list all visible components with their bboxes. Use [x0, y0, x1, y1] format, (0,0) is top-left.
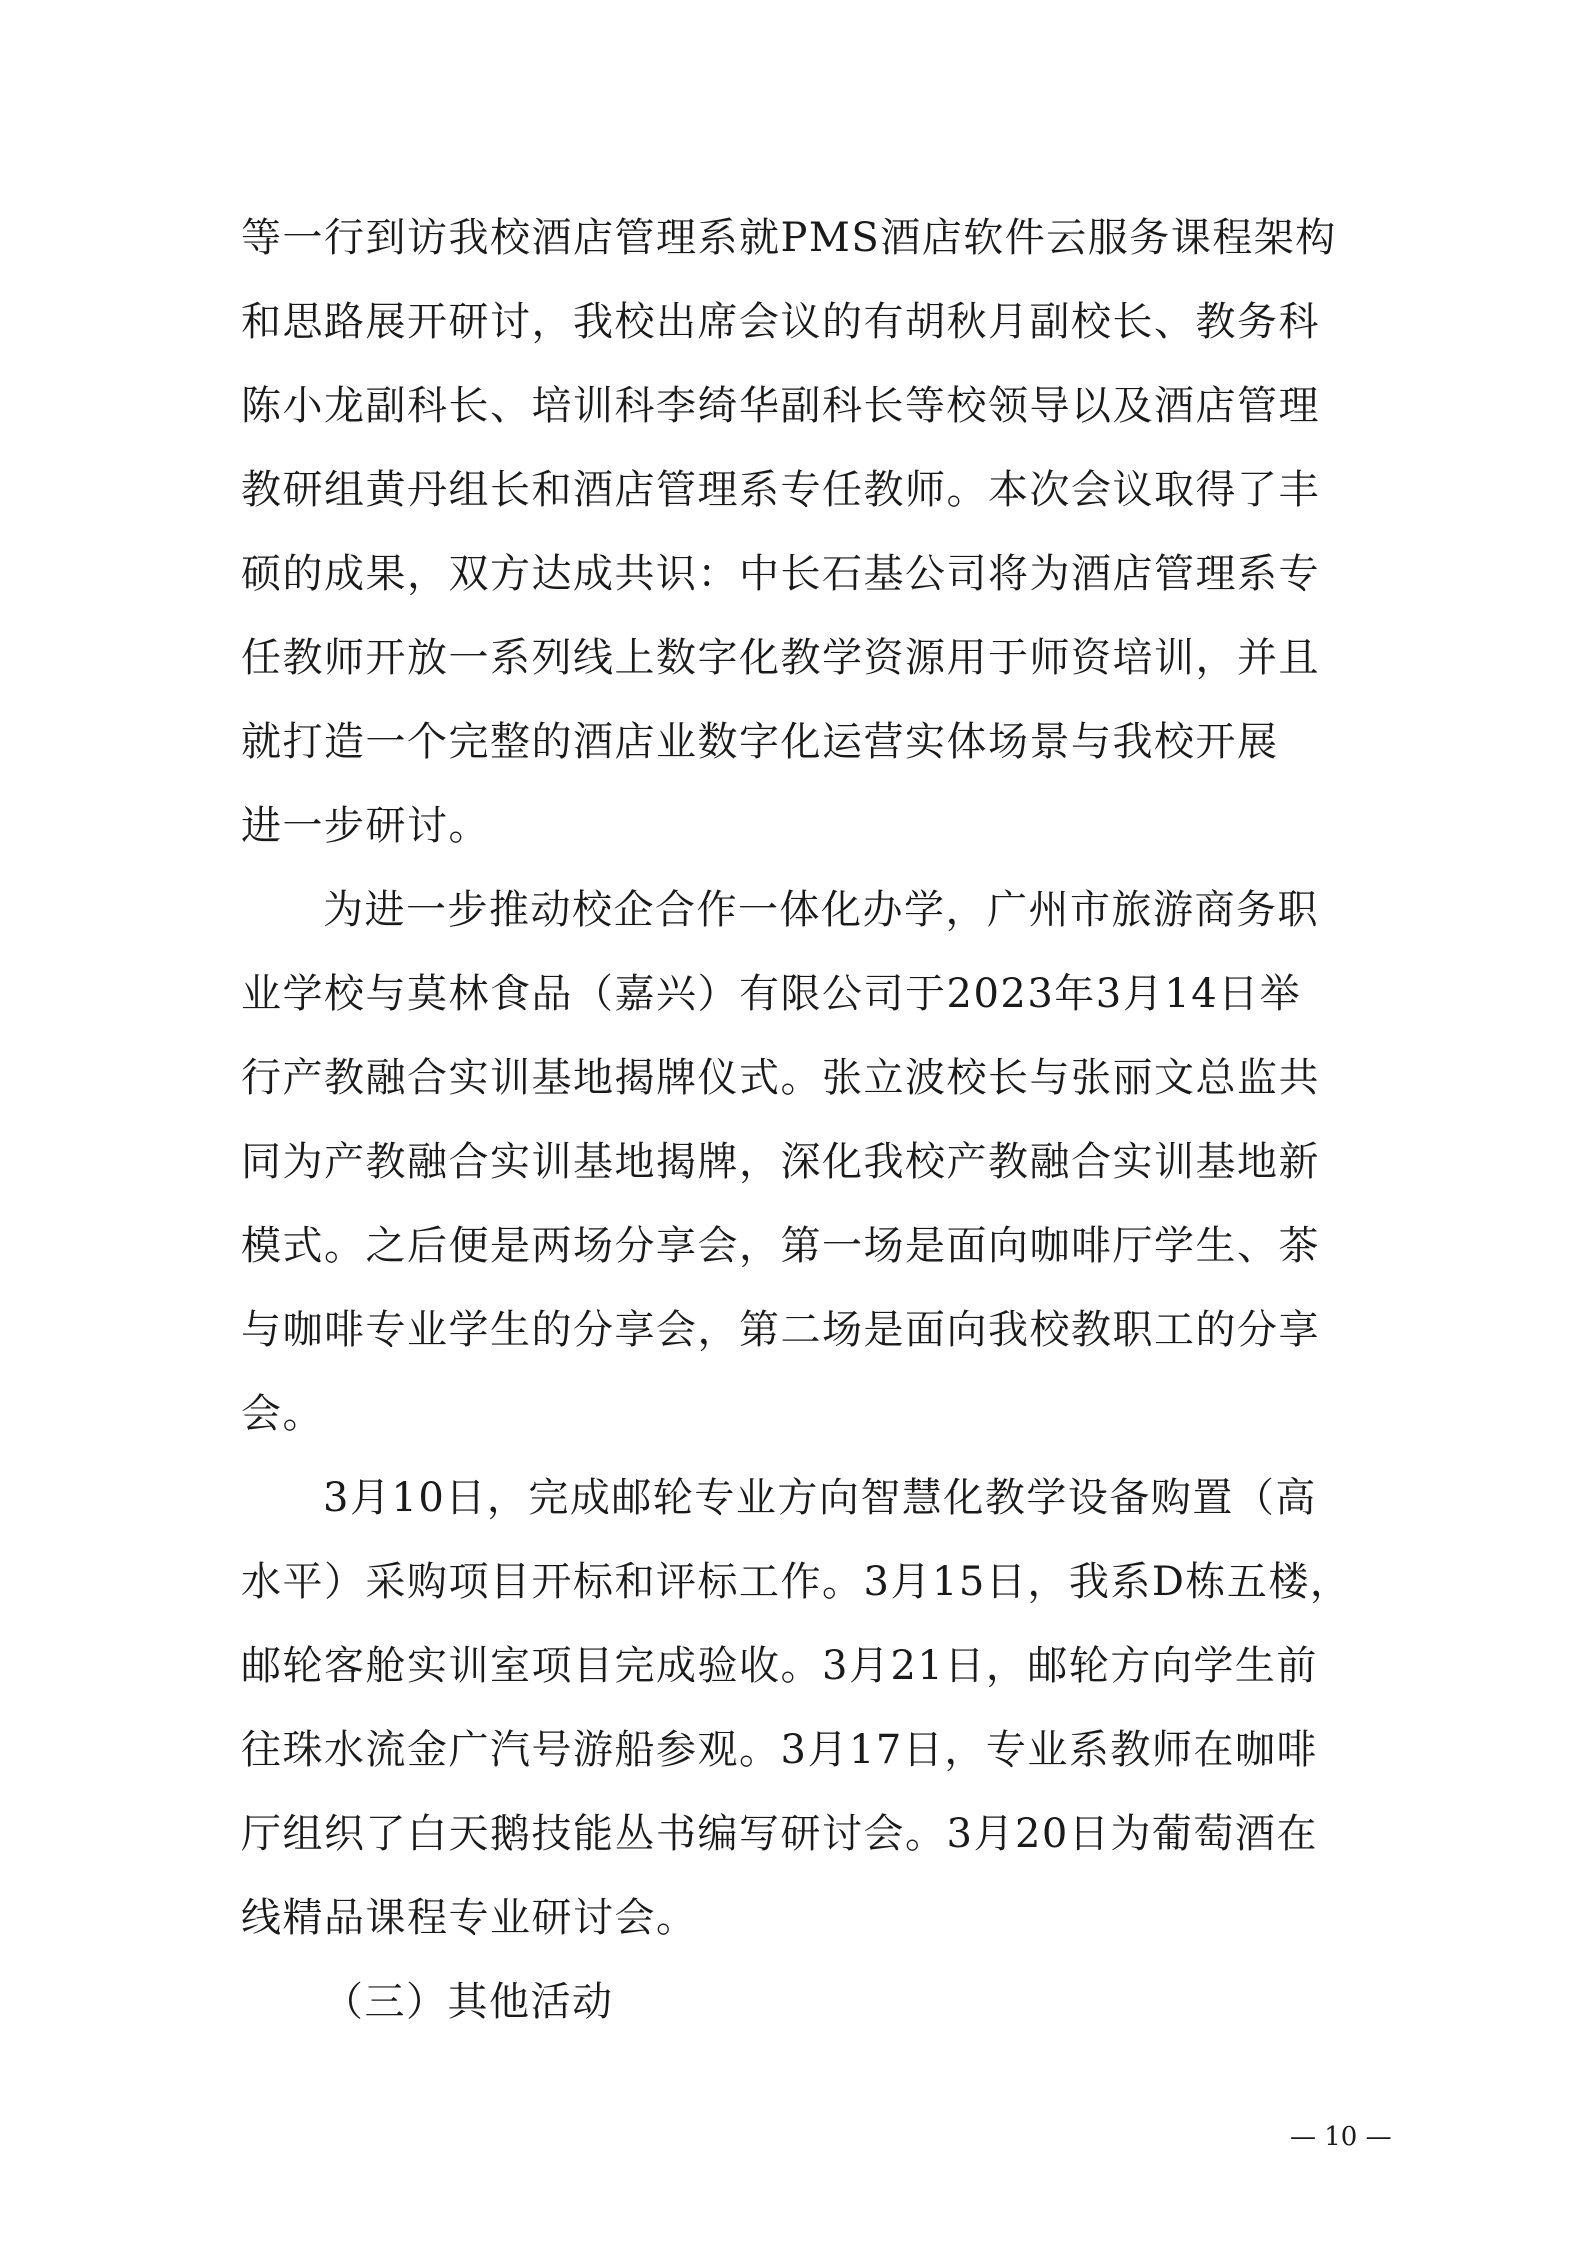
- paragraph-3-line-4: 往珠水流金广汽号游船参观。3月17日，专业系教师在咖啡: [241, 1727, 1318, 1773]
- paragraph-1-line-3: 陈小龙副科长、培训科李绮华副科长等校领导以及酒店管理: [241, 383, 1320, 429]
- paragraph-3-line-1: 3月10日，完成邮轮专业方向智慧化教学设备购置（高: [323, 1475, 1317, 1521]
- paragraph-2-line-6: 与咖啡专业学生的分享会，第二场是面向我校教职工的分享: [241, 1307, 1320, 1353]
- paragraph-1-line-2: 和思路展开研讨，我校出席会议的有胡秋月副校长、教务科: [241, 299, 1320, 345]
- section-heading: （三）其他活动: [323, 1979, 614, 2025]
- paragraph-1-line-8: 进一步研讨。: [241, 803, 490, 849]
- paragraph-1-line-4: 教研组黄丹组长和酒店管理系专任教师。本次会议取得了丰: [241, 467, 1320, 513]
- paragraph-1-line-5: 硕的成果，双方达成共识：中长石基公司将为酒店管理系专: [241, 551, 1320, 597]
- paragraph-2-line-1: 为进一步推动校企合作一体化办学，广州市旅游商务职: [323, 887, 1319, 933]
- paragraph-3-line-5: 厅组织了白天鹅技能丛书编写研讨会。3月20日为葡萄酒在: [241, 1811, 1318, 1857]
- paragraph-2-line-7: 会。: [241, 1391, 324, 1437]
- paragraph-3-line-2: 水平）采购项目开标和评标工作。3月15日，我系D栋五楼，: [241, 1559, 1352, 1605]
- paragraph-3-line-3: 邮轮客舱实训室项目完成验收。3月21日，邮轮方向学生前: [241, 1643, 1318, 1689]
- paragraph-1-line-7: 就打造一个完整的酒店业数字化运营实体场景与我校开展: [241, 719, 1279, 765]
- paragraph-1-line-6: 任教师开放一系列线上数字化教学资源用于师资培训，并且: [241, 635, 1320, 681]
- paragraph-1-line-1: 等一行到访我校酒店管理系就PMS酒店软件云服务课程架构: [241, 215, 1337, 261]
- paragraph-2-line-3: 行产教融合实训基地揭牌仪式。张立波校长与张丽文总监共: [241, 1055, 1320, 1101]
- paragraph-2-line-4: 同为产教融合实训基地揭牌，深化我校产教融合实训基地新: [241, 1139, 1320, 1185]
- paragraph-3-line-6: 线精品课程专业研讨会。: [241, 1895, 698, 1941]
- page-number: — 10 —: [1290, 2122, 1392, 2152]
- paragraph-2-line-2: 业学校与莫林食品（嘉兴）有限公司于2023年3月14日举: [241, 971, 1302, 1017]
- paragraph-2-line-5: 模式。之后便是两场分享会，第一场是面向咖啡厅学生、茶: [241, 1223, 1320, 1269]
